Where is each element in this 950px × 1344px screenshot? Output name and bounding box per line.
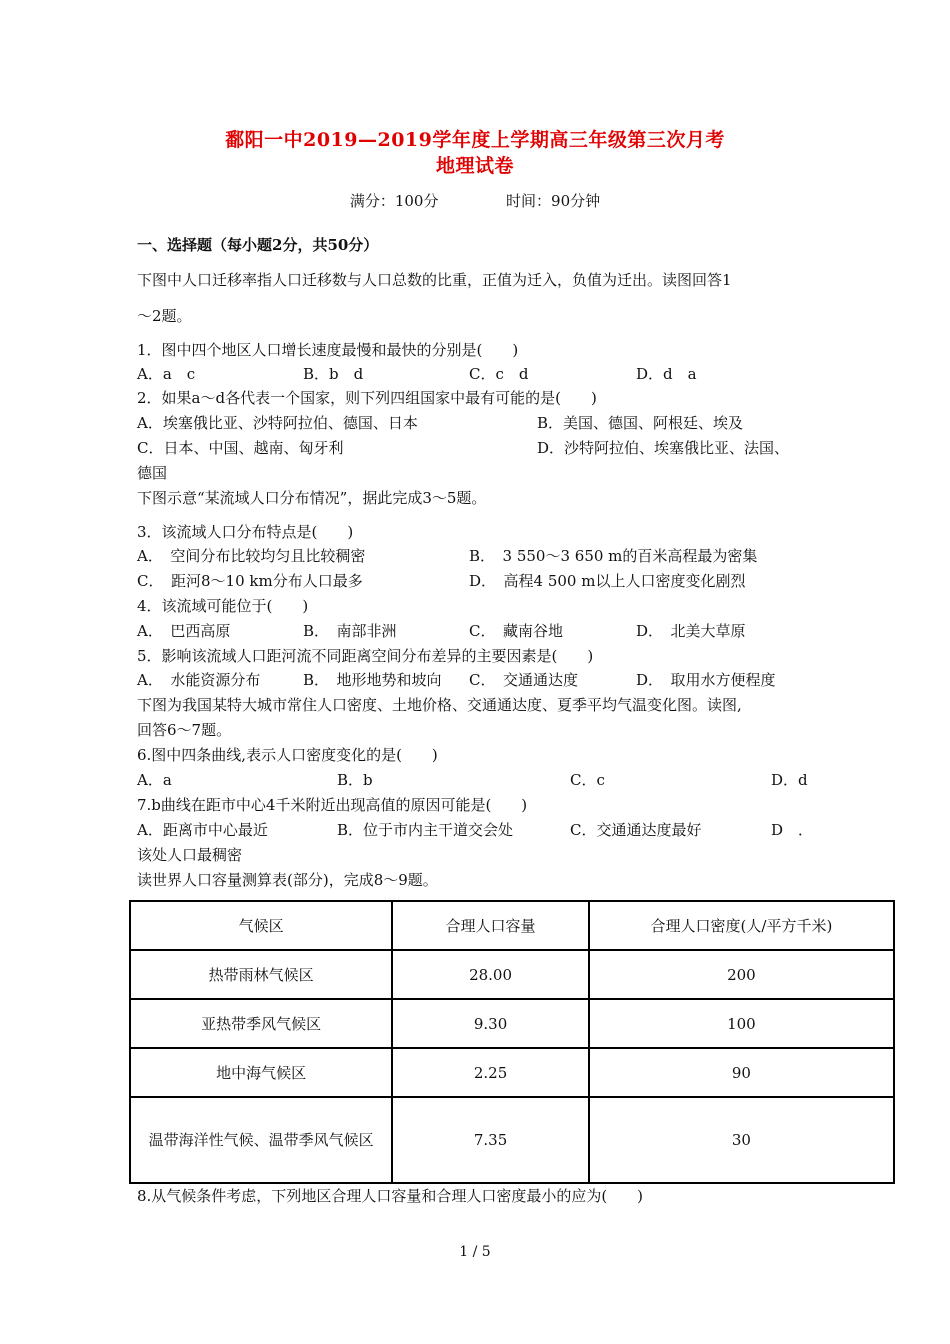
q3-option-a: A． 空间分布比较均匀且比较稠密 bbox=[137, 547, 366, 565]
intro-1-2-line2: ～2题。 bbox=[137, 307, 192, 325]
table-cell: 200 bbox=[589, 950, 894, 999]
q6-option-d: D．d bbox=[771, 771, 808, 789]
intro-8-9: 读世界人口容量测算表(部分)，完成8～9题。 bbox=[137, 871, 438, 889]
q2-option-c: C．日本、中国、越南、匈牙利 bbox=[137, 439, 344, 457]
table-header-cell: 气候区 bbox=[130, 901, 392, 950]
q5-stem: 5．影响该流域人口距河流不同距离空间分布差异的主要因素是( ) bbox=[137, 647, 594, 665]
q7-option-d-wrap: 该处人口最稠密 bbox=[137, 846, 243, 864]
q3-option-d: D． 高程4 500 m以上人口密度变化剧烈 bbox=[469, 572, 746, 590]
table-row bbox=[130, 950, 894, 999]
q6-option-b: B．b bbox=[337, 771, 373, 789]
q1-option-c: C．c d bbox=[469, 365, 529, 383]
q5-option-d: D． 取用水方便程度 bbox=[636, 671, 776, 689]
table-cell: 28.00 bbox=[392, 950, 589, 999]
table-cell: 亚热带季风气候区 bbox=[130, 999, 392, 1048]
intro-6-7-line2: 回答6～7题。 bbox=[137, 721, 232, 739]
q7-option-c: C．交通通达度最好 bbox=[570, 821, 702, 839]
exam-meta bbox=[0, 190, 950, 211]
table-cell: 地中海气候区 bbox=[130, 1048, 392, 1097]
page-number: 1 / 5 bbox=[459, 1244, 491, 1260]
q2-option-b: B．美国、德国、阿根廷、埃及 bbox=[537, 414, 744, 432]
table-row bbox=[130, 1048, 894, 1097]
q5-option-b: B． 地形地势和坡向 bbox=[303, 671, 442, 689]
q3-stem: 3．该流域人口分布特点是( ) bbox=[137, 523, 354, 541]
table-cell: 30 bbox=[589, 1097, 894, 1183]
q4-option-c: C． 藏南谷地 bbox=[469, 622, 563, 640]
section-heading: 一、选择题（每小题2分，共50分） bbox=[137, 236, 379, 254]
table-cell: 热带雨林气候区 bbox=[130, 950, 392, 999]
table-row bbox=[130, 1097, 894, 1183]
q5-option-c: C． 交通通达度 bbox=[469, 671, 578, 689]
table-cell: 100 bbox=[589, 999, 894, 1048]
table-cell: 9.30 bbox=[392, 999, 589, 1048]
full-score: 满分：100分 bbox=[349, 192, 439, 210]
exam-time: 时间：90分钟 bbox=[506, 192, 601, 210]
table-cell: 90 bbox=[589, 1048, 894, 1097]
q3-option-b: B． 3 550～3 650 m的百米高程最为密集 bbox=[469, 547, 758, 565]
q7-stem: 7.b曲线在距市中心4千米附近出现高值的原因可能是( ) bbox=[137, 796, 528, 814]
table-cell: 2.25 bbox=[392, 1048, 589, 1097]
q4-option-d: D． 北美大草原 bbox=[636, 622, 746, 640]
intro-1-2-line1: 下图中人口迁移率指人口迁移数与人口总数的比重，正值为迁入，负值为迁出。读图回答1 bbox=[137, 271, 732, 289]
q2-stem: 2．如果a～d各代表一个国家，则下列四组国家中最有可能的是( ) bbox=[137, 389, 597, 407]
table-header-cell: 合理人口容量 bbox=[392, 901, 589, 950]
q7-option-d: D ． bbox=[771, 821, 814, 839]
q5-option-a: A． 水能资源分布 bbox=[137, 671, 261, 689]
table-cell: 温带海洋性气候、温带季风气候区 bbox=[130, 1097, 392, 1183]
q4-option-b: B． 南部非洲 bbox=[303, 622, 397, 640]
q6-option-c: C．c bbox=[570, 771, 605, 789]
q1-option-d: D．d a bbox=[636, 365, 697, 383]
q1-option-a: A．a c bbox=[137, 365, 196, 383]
q2-option-a: A．埃塞俄比亚、沙特阿拉伯、德国、日本 bbox=[137, 414, 418, 432]
table-cell: 7.35 bbox=[392, 1097, 589, 1183]
intro-3-5: 下图示意“某流域人口分布情况”，据此完成3～5题。 bbox=[137, 489, 487, 507]
q6-option-a: A．a bbox=[137, 771, 172, 789]
exam-subtitle: 地理试卷 bbox=[435, 155, 514, 177]
q1-option-b: B．b d bbox=[303, 365, 364, 383]
table-header-row bbox=[130, 901, 894, 950]
population-capacity-table bbox=[129, 900, 895, 1184]
q4-stem: 4．该流域可能位于( ) bbox=[137, 597, 309, 615]
exam-title: 鄱阳一中2019—2019学年度上学期高三年级第三次月考 bbox=[225, 129, 725, 151]
q2-option-d: D．沙特阿拉伯、埃塞俄比亚、法国、 bbox=[537, 439, 790, 457]
q8-stem: 8.从气候条件考虑，下列地区合理人口容量和合理人口密度最小的应为( ) bbox=[137, 1187, 644, 1205]
q6-stem: 6.图中四条曲线,表示人口密度变化的是( ) bbox=[137, 746, 438, 764]
table-row bbox=[130, 999, 894, 1048]
q7-option-a: A．距离市中心最近 bbox=[137, 821, 268, 839]
q2-option-d-wrap: 德国 bbox=[137, 464, 168, 482]
q1-stem: 1．图中四个地区人口增长速度最慢和最快的分别是( ) bbox=[137, 341, 519, 359]
q7-option-b: B．位于市内主干道交会处 bbox=[337, 821, 514, 839]
q3-option-c: C． 距河8～10 km分布人口最多 bbox=[137, 572, 363, 590]
intro-6-7-line1: 下图为我国某特大城市常住人口密度、土地价格、交通通达度、夏季平均气温变化图。读图, bbox=[137, 696, 742, 714]
q4-option-a: A． 巴西高原 bbox=[137, 622, 231, 640]
table-header-cell: 合理人口密度(人/平方千米) bbox=[589, 901, 894, 950]
